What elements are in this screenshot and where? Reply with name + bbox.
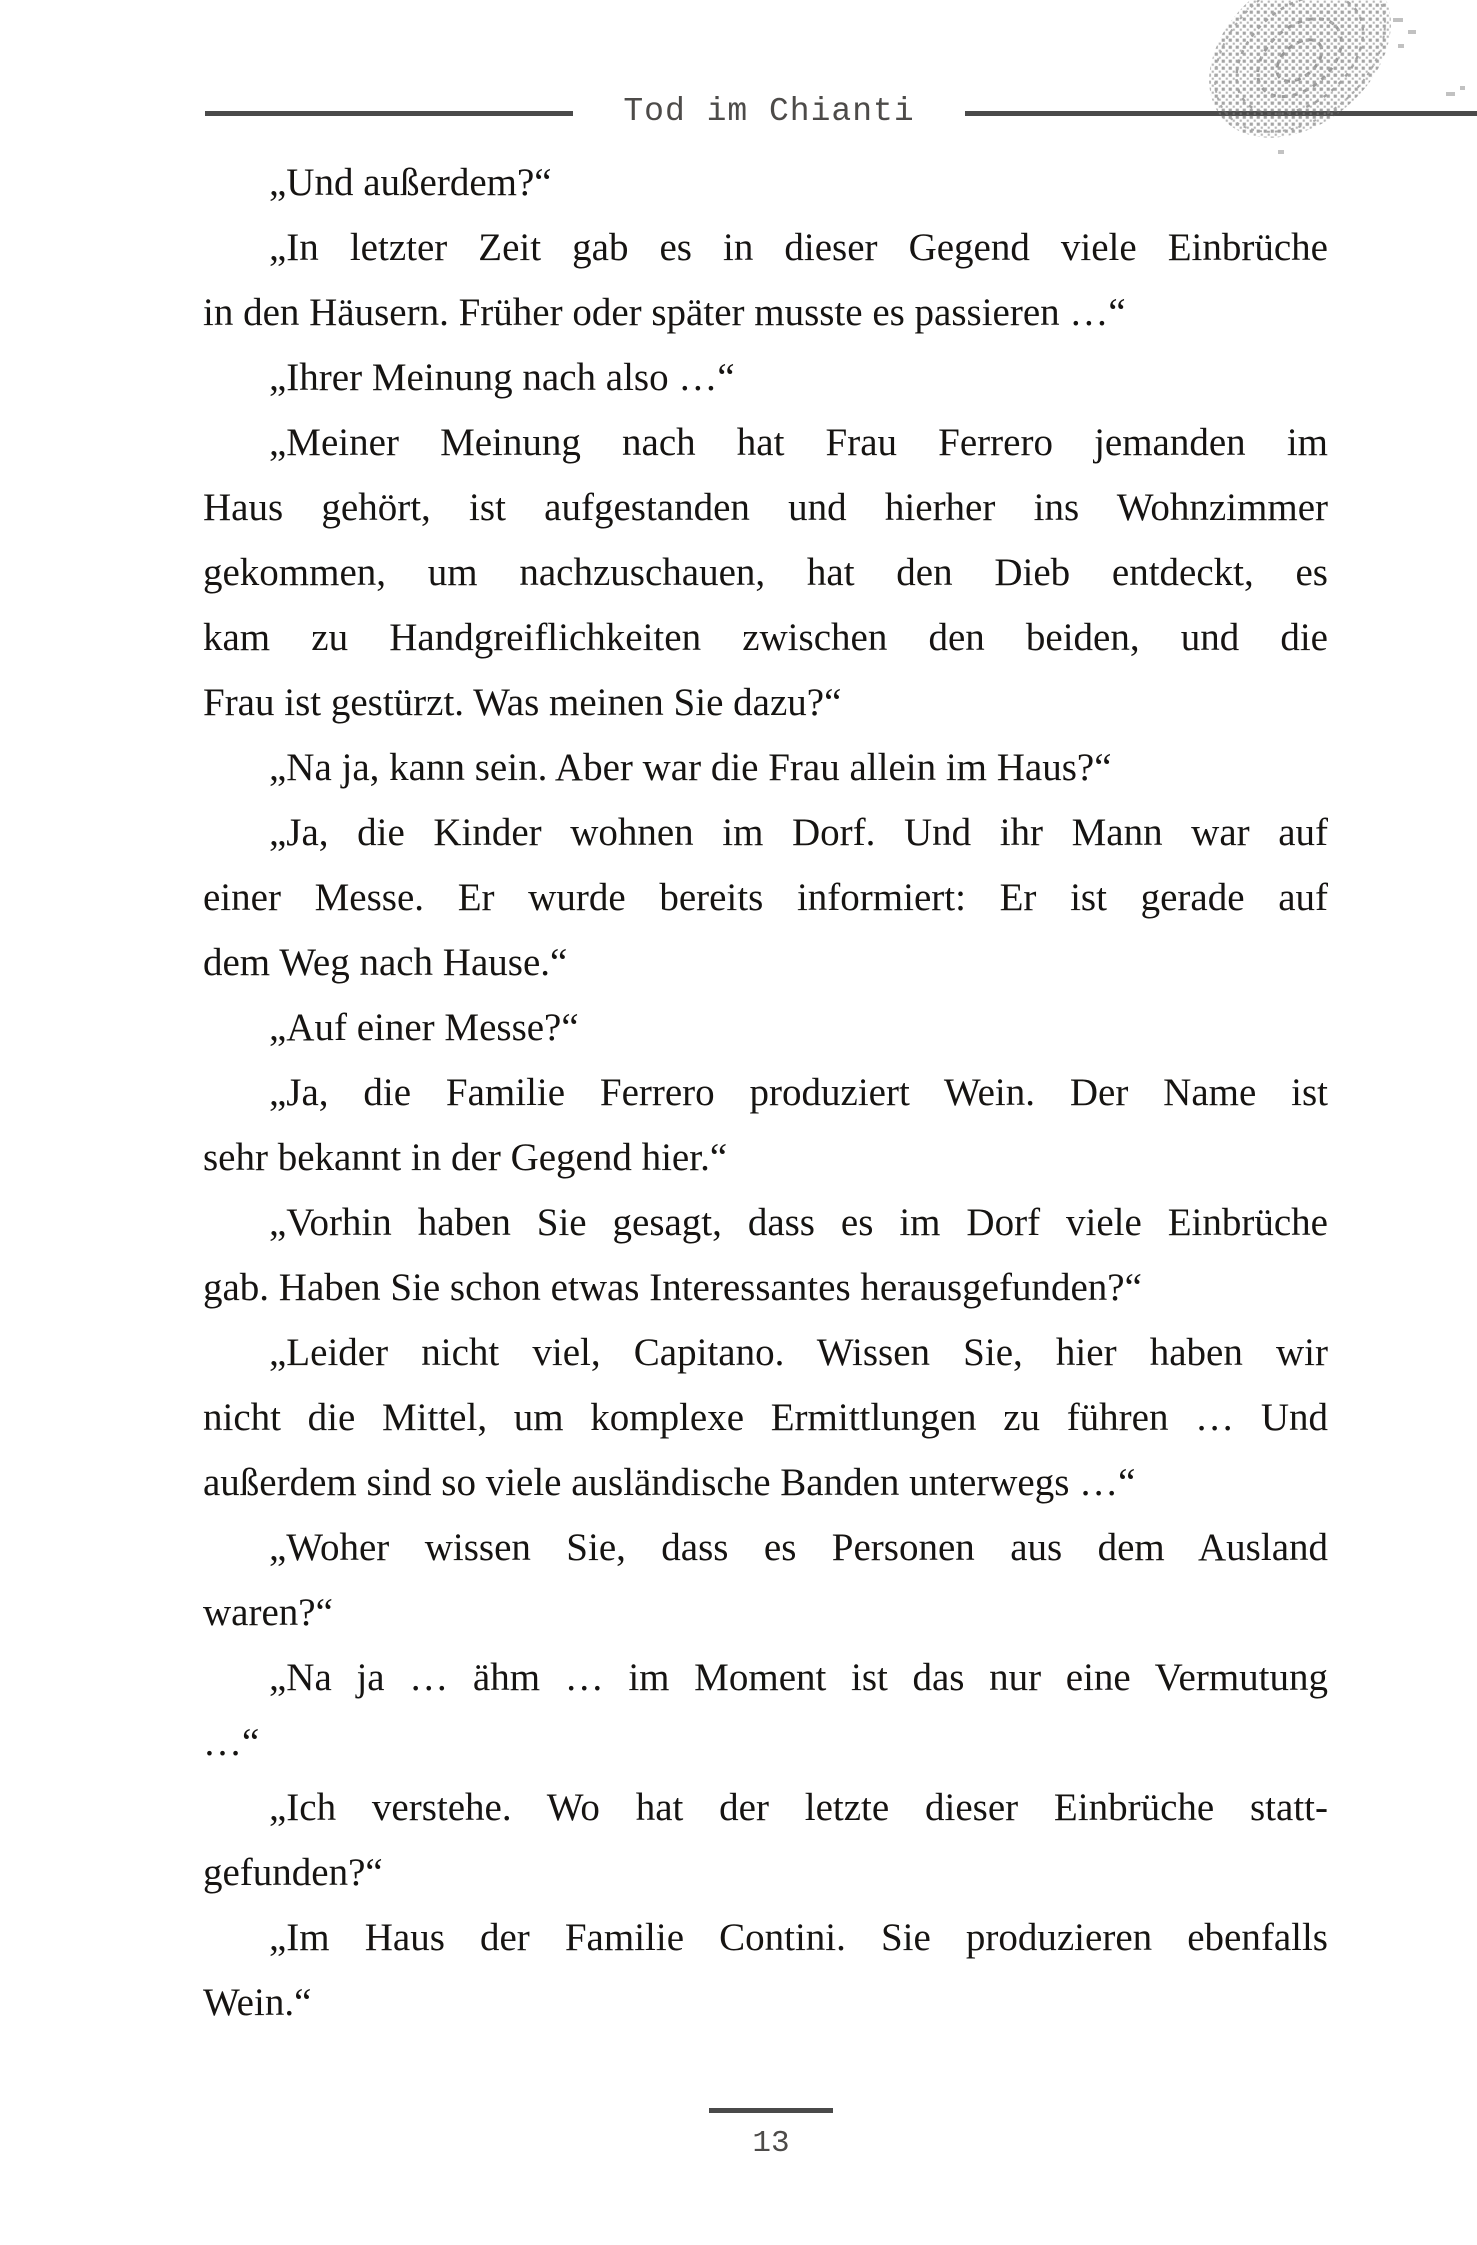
text-line: in den Häusern. Früher oder später musste es passieren …“ [203,291,1126,334]
page-number: 13 [752,2126,790,2161]
text-line: „In letzter Zeit gab es in dieser Gegend viele Einbrüche [269,226,1328,269]
text-line: gekommen, um nachzuschauen, hat den Dieb entdeckt, es [203,551,1328,594]
paragraph [203,735,1328,800]
paragraph [203,1320,1328,1515]
text-line: Wein.“ [203,1981,312,2024]
text-line: einer Messe. Er wurde bereits informiert: Er ist gerade auf [203,876,1328,919]
paragraph [203,1515,1328,1645]
text-line: gab. Haben Sie schon etwas Interessantes herausgefunden?“ [203,1266,1142,1309]
text-line: waren?“ [203,1591,333,1634]
text-line: dem Weg nach Hause.“ [203,941,568,984]
paragraph [203,995,1328,1060]
text-line: „Ja, die Kinder wohnen im Dorf. Und ihr Mann war auf [269,811,1328,854]
paragraph [203,345,1328,410]
text-line: Frau ist gestürzt. Was meinen Sie dazu?“ [203,681,842,724]
text-line: „Und außerdem?“ [269,161,552,204]
paragraph [203,1905,1328,2035]
text-line: kam zu Handgreiflichkeiten zwischen den beiden, und die [203,616,1328,659]
text-line: „Ja, die Familie Ferrero produziert Wein. Der Name ist [269,1071,1328,1114]
text-line: „Ihrer Meinung nach also …“ [269,356,735,399]
header-rule-right [965,111,1477,116]
text-line: „Auf einer Messe?“ [269,1006,579,1049]
paragraph [203,150,1328,215]
paragraph [203,410,1328,735]
paragraph [203,1775,1328,1905]
text-line: „Im Haus der Familie Contini. Sie produzieren ebenfalls [269,1916,1328,1959]
text-line: gefunden?“ [203,1851,383,1894]
paragraph [203,1190,1328,1320]
text-line: sehr bekannt in der Gegend hier.“ [203,1136,728,1179]
text-line: „Meiner Meinung nach hat Frau Ferrero jemanden im [269,421,1328,464]
text-line: …“ [203,1721,260,1764]
paragraph [203,800,1328,995]
body-text [203,150,1328,2035]
page-title: Tod im Chianti [623,93,915,130]
text-line: nicht die Mittel, um komplexe Ermittlungen zu führen … Und [203,1396,1328,1439]
text-line: „Woher wissen Sie, dass es Personen aus dem Ausland [269,1526,1328,1569]
paragraph [203,1645,1328,1775]
footer-rule [709,2108,833,2113]
text-line: außerdem sind so viele ausländische Banden unterwegs …“ [203,1461,1136,1504]
paragraph [203,215,1328,345]
paragraph [203,1060,1328,1190]
header-rule-left [205,111,573,116]
text-line: „Na ja, kann sein. Aber war die Frau allein im Haus?“ [269,746,1112,789]
text-line: Haus gehört, ist aufgestanden und hierher ins Wohnzimmer [203,486,1328,529]
text-line: „Vorhin haben Sie gesagt, dass es im Dorf viele Einbrüche [269,1201,1328,1244]
text-line: „Leider nicht viel, Capitano. Wissen Sie, hier haben wir [269,1331,1328,1374]
text-line: „Na ja … ähm … im Moment ist das nur eine Vermutung [269,1656,1328,1699]
text-line: „Ich verstehe. Wo hat der letzte dieser Einbrüche statt- [269,1786,1328,1829]
